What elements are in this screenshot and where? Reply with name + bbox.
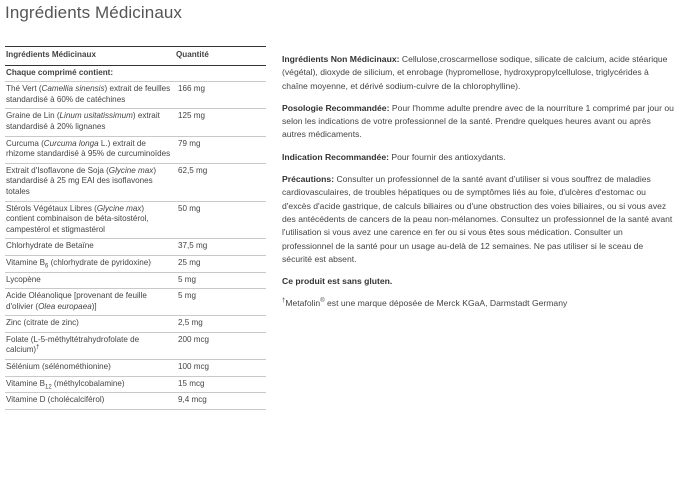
- column-header-quantity: Quantité: [175, 47, 266, 66]
- ingredient-name: Stérols Végétaux Libres (Glycine max) contient combinaison de béta-sitostérol, campestérol et stigmastérol: [5, 201, 175, 239]
- precautions-label: Précautions:: [282, 174, 335, 185]
- table-row: [5, 201, 266, 239]
- subheader-each-tablet: Chaque comprimé contient:: [5, 65, 266, 82]
- ingredient-quantity: 15 mcg: [175, 376, 266, 393]
- product-details: [282, 53, 674, 320]
- table-row: [5, 393, 266, 410]
- ingredient-name: Folate (L-5-méthyltétrahydrofolate de calcium)†: [5, 332, 175, 359]
- table-row: [5, 332, 266, 359]
- precautions: [282, 173, 674, 266]
- table-row: [5, 376, 266, 393]
- ingredient-name: Vitamine D (cholécalciférol): [5, 393, 175, 410]
- table-row: [5, 136, 266, 163]
- ingredient-name: Graine de Lin (Linum usitatissimum) extrait standardisé à 20% lignanes: [5, 109, 175, 136]
- ingredient-quantity: 166 mg: [175, 82, 266, 109]
- ingredient-name: Curcuma (Curcuma longa L.) extrait de rhizome standardisé à 95% de curcuminoïdes: [5, 136, 175, 163]
- table-row: [5, 239, 266, 256]
- indication-label: Indication Recommandée:: [282, 151, 389, 162]
- posology-label: Posologie Recommandée:: [282, 102, 390, 113]
- ingredient-quantity: 79 mg: [175, 136, 266, 163]
- ingredient-name: Extrait d'Isoflavone de Soja (Glycine max) standardisé à 25 mg EAI des isoflavones totales: [5, 163, 175, 201]
- table-row: [5, 316, 266, 333]
- ingredient-quantity: 50 mg: [175, 201, 266, 239]
- non-medicinal-label: Ingrédients Non Médicinaux:: [282, 54, 400, 64]
- table-row: [5, 360, 266, 377]
- ingredient-quantity: 200 mcg: [175, 332, 266, 359]
- ingredient-quantity: 9,4 mcg: [175, 393, 266, 410]
- table-row: [5, 82, 266, 109]
- table-subheader-row: [5, 65, 266, 82]
- ingredient-name: Vitamine $B_6$ (chlorhydrate de pyridoxine): [5, 255, 175, 272]
- ingredient-quantity: 100 mcg: [175, 360, 266, 377]
- page-title: Ingrédients Médicinaux: [5, 3, 183, 22]
- table-row: [5, 109, 266, 136]
- trademark-note: †Metafolin® est une marque déposée de Merck KGaA, Darmstadt Germany: [282, 298, 568, 309]
- medicinal-ingredients-table: [5, 46, 266, 410]
- ingredient-quantity: 5 mg: [175, 289, 266, 316]
- non-medicinal-text: Cellulose,croscarmellose sodique, silicate de calcium, acide stéarique (végétal), dioxyde de silicium, et enrobage (hypromellose, hydroxypropylcellulose, triglycérides à chaîne moyenne, et dérivé sodium-cuivre de la chlorophylline).: [282, 54, 668, 91]
- indication-text: Pour fournir des antioxydants.: [388, 151, 506, 162]
- table-row: [5, 289, 266, 316]
- ingredient-name: Chlorhydrate de Betaïne: [5, 239, 175, 256]
- table-row: [5, 255, 266, 272]
- precautions-text: Consulter un professionnel de la santé avant d'utiliser si vous souffrez de maladies cardiovasculaires, de troubles hépatiques ou de symptômes liés au foie, d'ulcères d'estomac ou d'excès d'acide gastrique, de calculs biliaires ou d'une obstruction des voies biliaires, ou si vous avez des antécédents de cancers de la peau non-mélanomes. Consultez un professionnel de la santé avant l'utilisation si vous avez une carence en fer ou si vous êtes sous médication. Consulter un professionnel de la santé pour un usage au-delà de 12 semaines. Ne pas utiliser si le sceau de sécurité est absent.: [282, 174, 673, 264]
- non-medicinal-ingredients: [282, 53, 674, 93]
- ingredient-name: Vitamine $B_{12}$ (méthylcobalamine): [5, 376, 175, 393]
- gluten-free-note: Ce produit est sans gluten.: [282, 276, 393, 287]
- recommended-dose: [282, 102, 674, 142]
- ingredient-quantity: 25 mg: [175, 255, 266, 272]
- table-row: [5, 272, 266, 289]
- ingredient-name: Thé Vert (Camellia sinensis) extrait de feuilles standardisé à 60% de catéchines: [5, 82, 175, 109]
- ingredient-name: Acide Oléanolique [provenant de feuille d'olivier (Olea europaea)]: [5, 289, 175, 316]
- table-row: [5, 163, 266, 201]
- ingredient-quantity: 62,5 mg: [175, 163, 266, 201]
- ingredients-table-container: [5, 46, 266, 410]
- ingredient-quantity: 125 mg: [175, 109, 266, 136]
- ingredient-quantity: 5 mg: [175, 272, 266, 289]
- table-header-row: [5, 47, 266, 66]
- ingredient-name: Zinc (citrate de zinc): [5, 316, 175, 333]
- ingredient-name: Sélénium (sélénométhionine): [5, 360, 175, 377]
- ingredient-quantity: 2,5 mg: [175, 316, 266, 333]
- column-header-ingredient: Ingrédients Médicinaux: [5, 47, 175, 66]
- ingredient-quantity: 37,5 mg: [175, 239, 266, 256]
- recommended-use: [282, 151, 674, 164]
- ingredient-name: Lycopène: [5, 272, 175, 289]
- posology-text: Pour l'homme adulte prendre avec de la nourriture 1 comprimé par jour ou selon les indications de votre professionnel de la santé. Prendre quelques heures avant ou après autres médicaments.: [282, 102, 674, 140]
